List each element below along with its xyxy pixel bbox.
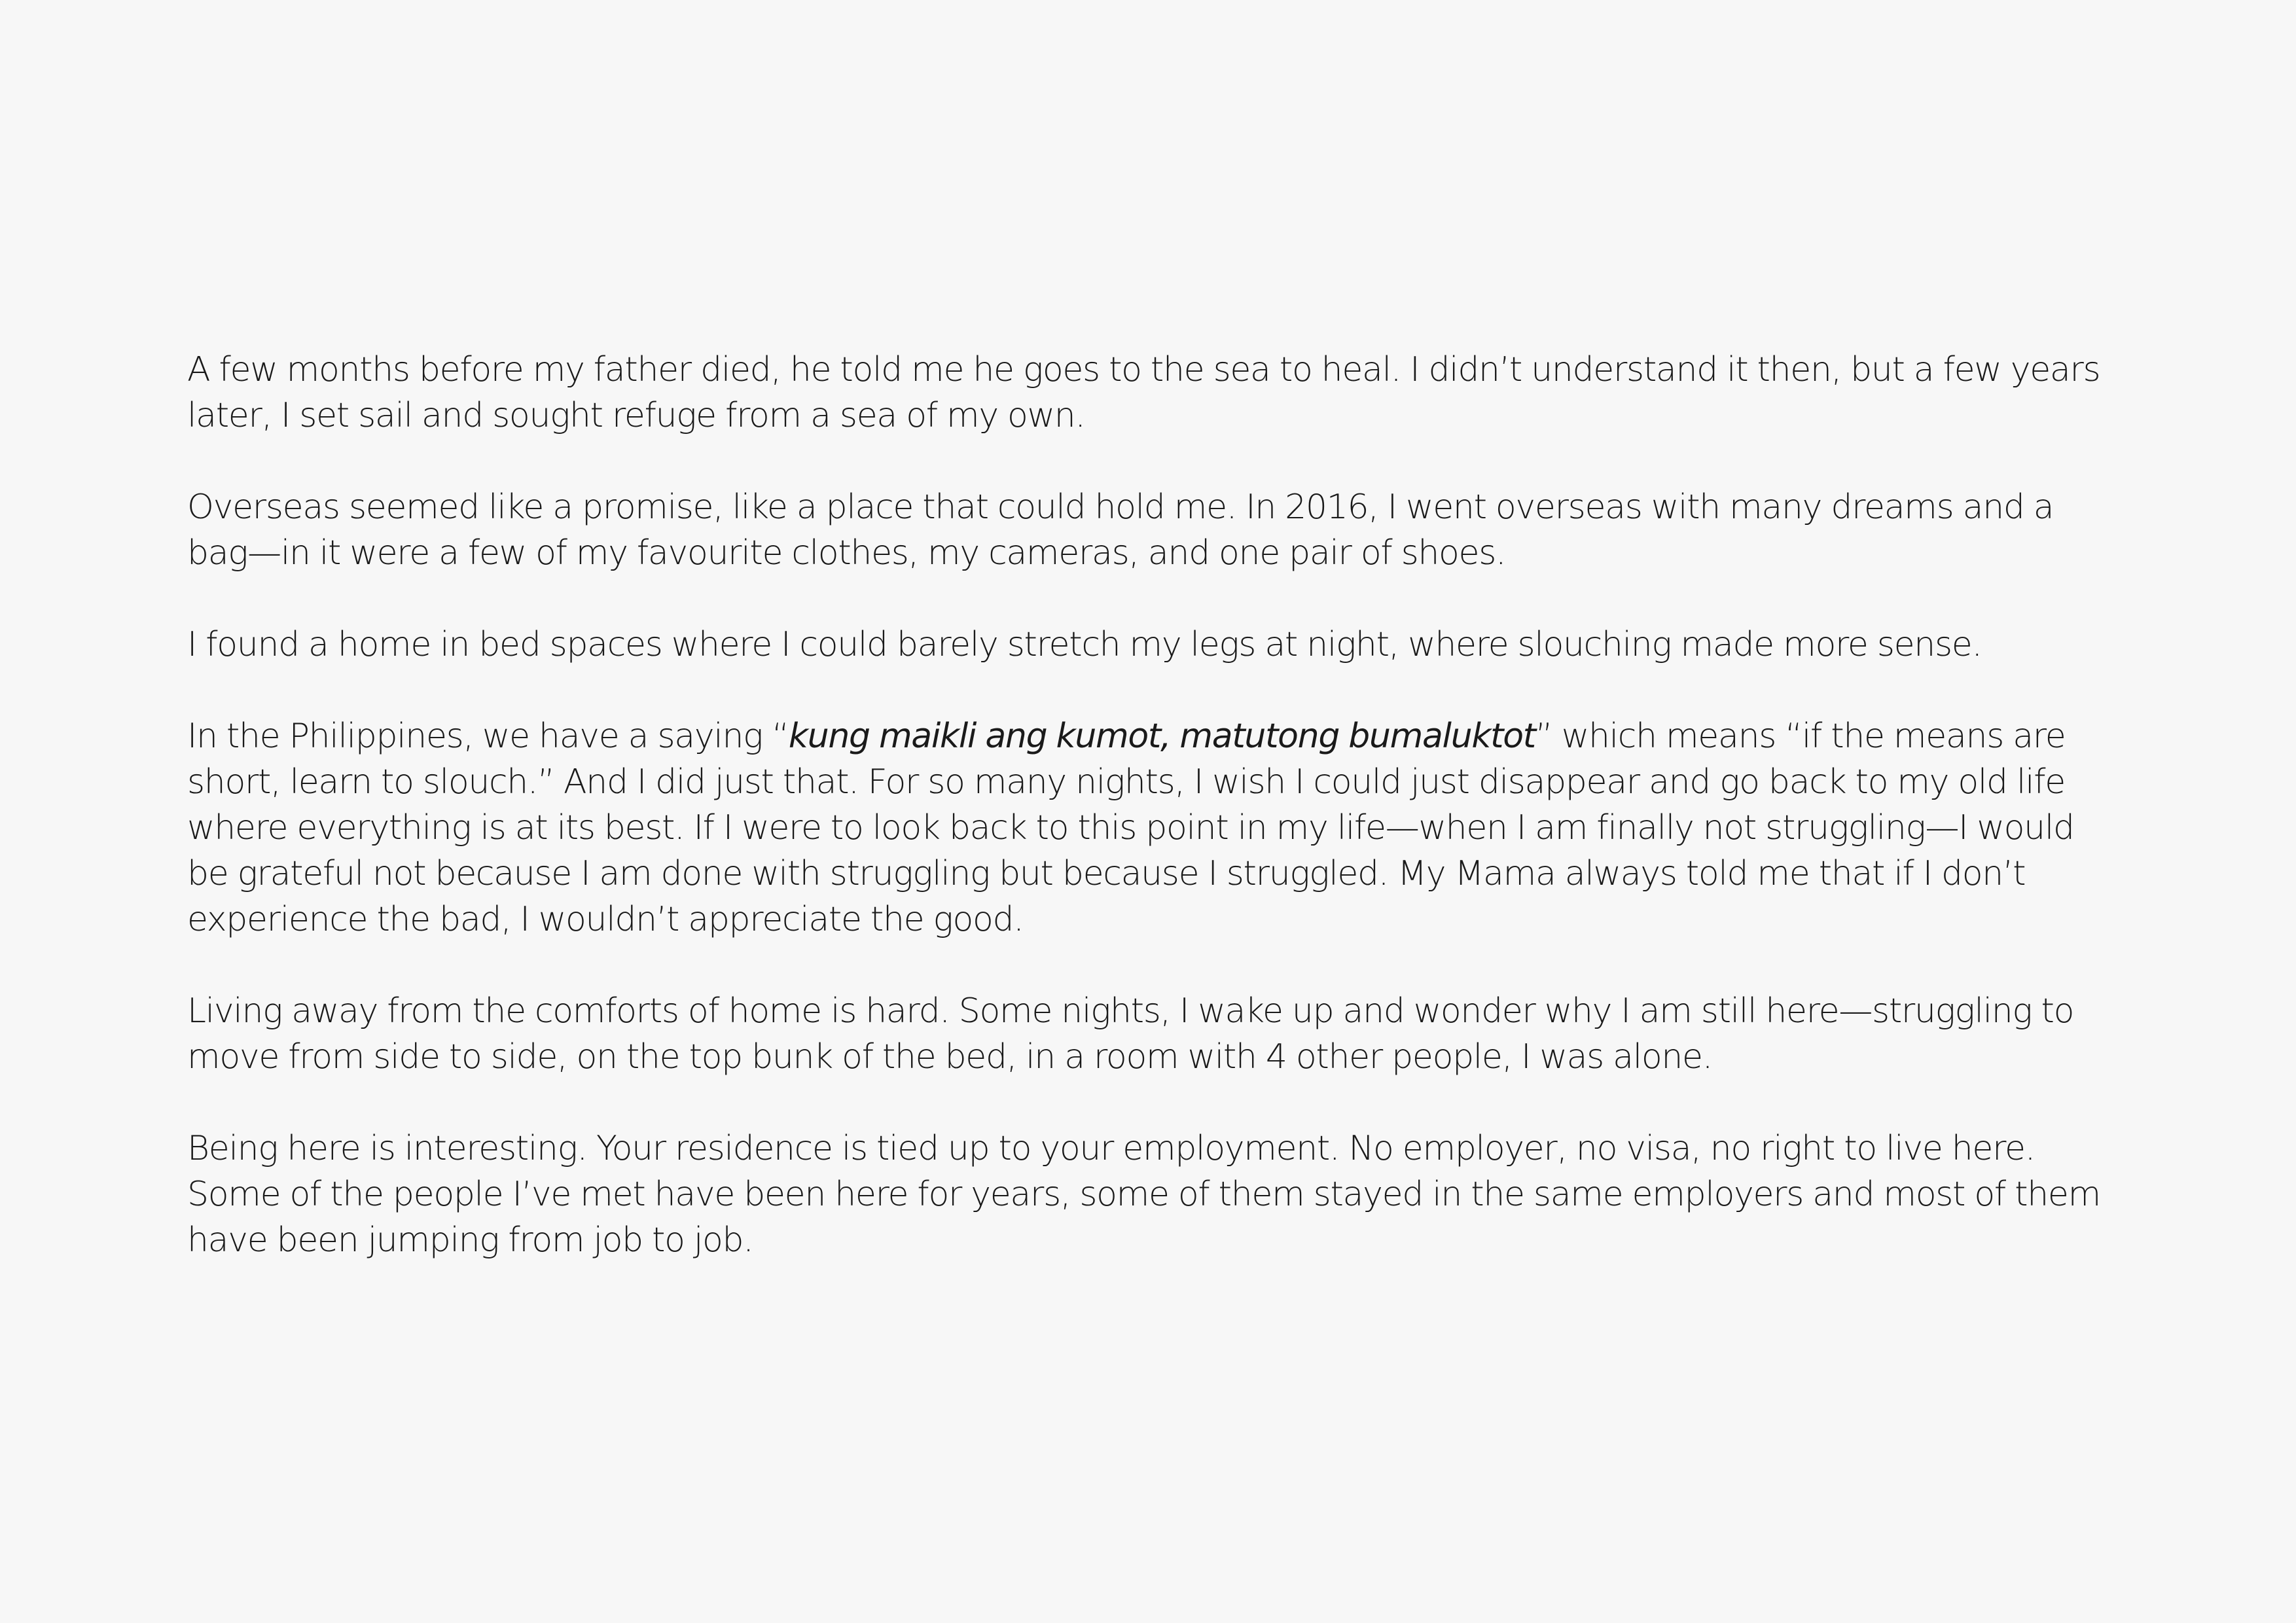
paragraph-bed-spaces: I found a home in bed spaces where I could barely stretch my legs at night, where slouching made more sense. xyxy=(187,625,1982,664)
saying-intro-text: In the Philippines, we have a saying “ xyxy=(187,717,789,756)
paragraph-philippines-saying xyxy=(187,713,2118,942)
tagalog-saying: kung maikli ang kumot, matutong bumaluktot xyxy=(788,717,1535,756)
paragraph-residence-employment: Being here is interesting. Your residence is tied up to your employment. No employer, no visa, no right to live here. Some of the people I’ve met have been here for years, some of them stayed in the same employers and most of them have been jumping from job to job. xyxy=(187,1129,2100,1260)
saying-continuation-text: ” which means “if the means are short, learn to slouch.” And I did just that. For so many nights, I wish I could just disappear and go back to my old life where everything is at its best. If I were to look back to this point in my life—when I am finally not struggling—I would be grateful not because I am done with struggling but because I struggled. My Mama always told me that if I don’t experience the bad, I wouldn’t appreciate the good. xyxy=(187,717,2074,939)
paragraph-living-away: Living away from the comforts of home is hard. Some nights, I wake up and wonder why I am still here—struggling to move from side to side, on the top bunk of the bed, in a room with 4 other people, I was alone. xyxy=(187,991,2074,1077)
paragraph-overseas-promise: Overseas seemed like a promise, like a place that could hold me. In 2016, I went overseas with many dreams and a bag—in it were a few of my favourite clothes, my cameras, and one pair of shoes. xyxy=(187,488,2054,573)
paragraph-father-sea: A few months before my father died, he told me he goes to the sea to heal. I didn’t understand it then, but a few years later, I set sail and sought refuge from a sea of my own. xyxy=(187,350,2100,435)
essay-text xyxy=(187,347,2118,1263)
